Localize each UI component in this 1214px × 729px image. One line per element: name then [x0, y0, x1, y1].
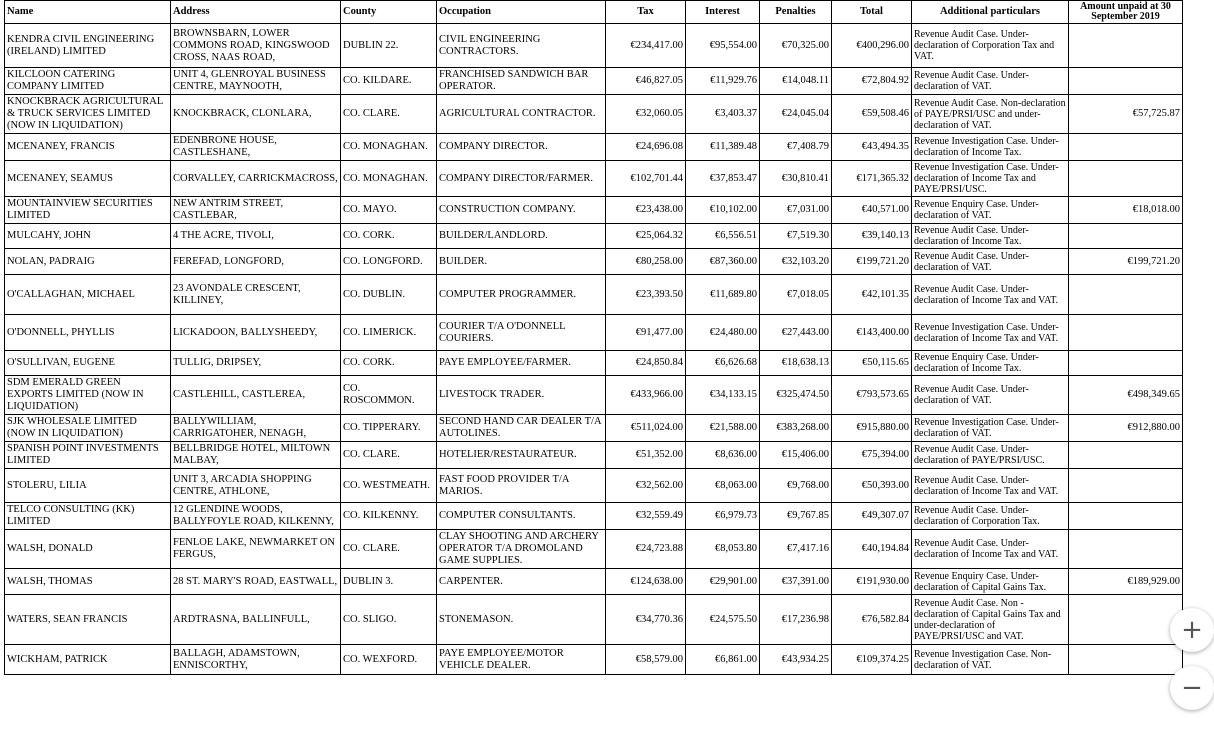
cell-occupation: BUILDER/LANDLORD.: [437, 224, 606, 249]
cell-additional: Revenue Audit Case. Non-declaration of PAYE/PRSI/USC and under-declaration of VAT.: [912, 95, 1069, 134]
cell-tax: €51,352.00: [606, 442, 686, 469]
cell-occupation: COMPANY DIRECTOR.: [437, 134, 606, 161]
table-row: [5, 95, 1183, 134]
table-row: [5, 275, 1183, 315]
cell-unpaid: [1069, 442, 1183, 469]
cell-occupation: FAST FOOD PROVIDER T/A MARIOS.: [437, 469, 606, 503]
cell-address: 23 AVONDALE CRESCENT, KILLINEY,: [171, 275, 341, 315]
cell-address: BALLAGH, ADAMSTOWN, ENNISCORTHY,: [171, 645, 341, 675]
cell-county: CO. DUBLIN.: [341, 275, 437, 315]
cell-tax: €24,850.84: [606, 351, 686, 376]
cell-name: KILCLOON CATERING COMPANY LIMITED: [5, 68, 171, 95]
cell-total: €49,307.07: [832, 503, 912, 530]
cell-name: KENDRA CIVIL ENGINEERING (IRELAND) LIMITED: [5, 24, 171, 68]
cell-additional: Revenue Audit Case. Under-declaration of VAT.: [912, 68, 1069, 95]
cell-tax: €32,559.49: [606, 503, 686, 530]
table-row: [5, 595, 1183, 645]
cell-total: €400,296.00: [832, 24, 912, 68]
cell-additional: Revenue Audit Case. Under-declaration of Income Tax and VAT.: [912, 530, 1069, 569]
cell-unpaid: [1069, 275, 1183, 315]
cell-tax: €91,477.00: [606, 315, 686, 351]
cell-additional: Revenue Enquiry Case. Under-declaration of Capital Gains Tax.: [912, 569, 1069, 595]
cell-address: UNIT 3, ARCADIA SHOPPING CENTRE, ATHLONE,: [171, 469, 341, 503]
cell-penalties: €18,638.13: [760, 351, 832, 376]
table-row: [5, 569, 1183, 595]
table-row: [5, 645, 1183, 675]
header-address: Address: [171, 1, 341, 24]
table-row: [5, 442, 1183, 469]
cell-tax: €46,827.05: [606, 68, 686, 95]
header-penalties: Penalties: [760, 1, 832, 24]
cell-occupation: COMPUTER PROGRAMMER.: [437, 275, 606, 315]
header-name: Name: [5, 1, 171, 24]
cell-penalties: €15,406.00: [760, 442, 832, 469]
cell-tax: €511,024.00: [606, 415, 686, 442]
cell-penalties: €24,045.04: [760, 95, 832, 134]
cell-tax: €24,723.88: [606, 530, 686, 569]
cell-unpaid: [1069, 68, 1183, 95]
cell-total: €191,930.00: [832, 569, 912, 595]
zoom-out-button[interactable]: [1170, 666, 1214, 710]
cell-additional: Revenue Audit Case. Under-declaration of Income Tax.: [912, 224, 1069, 249]
cell-name: STOLERU, LILIA: [5, 469, 171, 503]
cell-interest: €6,626.68: [686, 351, 760, 376]
plus-icon: +: [1181, 615, 1203, 645]
cell-county: DUBLIN 3.: [341, 569, 437, 595]
cell-county: CO. CLARE.: [341, 95, 437, 134]
cell-penalties: €9,767.85: [760, 503, 832, 530]
cell-occupation: COMPANY DIRECTOR/FARMER.: [437, 161, 606, 197]
table-row: [5, 161, 1183, 197]
cell-county: CO. LIMERICK.: [341, 315, 437, 351]
cell-penalties: €17,236.98: [760, 595, 832, 645]
cell-interest: €34,133.15: [686, 376, 760, 415]
header-unpaid: Amount unpaid at 30 September 2019: [1069, 1, 1183, 24]
cell-interest: €6,556.51: [686, 224, 760, 249]
cell-address: EDENBRONE HOUSE, CASTLESHANE,: [171, 134, 341, 161]
cell-unpaid: [1069, 530, 1183, 569]
cell-unpaid: [1069, 134, 1183, 161]
cell-additional: Revenue Investigation Case. Under-declaration of Income Tax and PAYE/PRSI/USC.: [912, 161, 1069, 197]
cell-county: CO. CLARE.: [341, 442, 437, 469]
cell-total: €40,571.00: [832, 197, 912, 224]
cell-total: €109,374.25: [832, 645, 912, 675]
cell-unpaid: [1069, 645, 1183, 675]
table-row: [5, 68, 1183, 95]
cell-additional: Revenue Audit Case. Under-declaration of Income Tax and VAT.: [912, 275, 1069, 315]
cell-occupation: PAYE EMPLOYEE/FARMER.: [437, 351, 606, 376]
cell-total: €793,573.65: [832, 376, 912, 415]
cell-interest: €11,929.76: [686, 68, 760, 95]
zoom-in-button[interactable]: [1170, 608, 1214, 652]
cell-name: O'SULLIVAN, EUGENE: [5, 351, 171, 376]
cell-occupation: SECOND HAND CAR DEALER T/A AUTOLINES.: [437, 415, 606, 442]
cell-interest: €29,901.00: [686, 569, 760, 595]
cell-additional: Revenue Investigation Case. Under-declaration of VAT.: [912, 415, 1069, 442]
cell-interest: €37,853.47: [686, 161, 760, 197]
header-occupation: Occupation: [437, 1, 606, 24]
cell-interest: €87,360.00: [686, 249, 760, 275]
cell-tax: €25,064.32: [606, 224, 686, 249]
cell-county: CO. CLARE.: [341, 530, 437, 569]
cell-address: LICKADOON, BALLYSHEEDY,: [171, 315, 341, 351]
cell-name: TELCO CONSULTING (KK) LIMITED: [5, 503, 171, 530]
cell-county: CO. KILDARE.: [341, 68, 437, 95]
cell-total: €43,494.35: [832, 134, 912, 161]
cell-tax: €32,060.05: [606, 95, 686, 134]
cell-name: WALSH, THOMAS: [5, 569, 171, 595]
cell-interest: €11,689.80: [686, 275, 760, 315]
cell-unpaid: [1069, 161, 1183, 197]
cell-penalties: €32,103.20: [760, 249, 832, 275]
cell-occupation: CLAY SHOOTING AND ARCHERY OPERATOR T/A DROMOLAND GAME SUPPLIES.: [437, 530, 606, 569]
cell-unpaid: [1069, 224, 1183, 249]
cell-county: DUBLIN 22.: [341, 24, 437, 68]
header-county: County: [341, 1, 437, 24]
cell-occupation: COMPUTER CONSULTANTS.: [437, 503, 606, 530]
cell-total: €75,394.00: [832, 442, 912, 469]
cell-unpaid: [1069, 595, 1183, 645]
cell-total: €39,140.13: [832, 224, 912, 249]
cell-unpaid: [1069, 469, 1183, 503]
cell-penalties: €30,810.41: [760, 161, 832, 197]
cell-name: MCENANEY, FRANCIS: [5, 134, 171, 161]
header-interest: Interest: [686, 1, 760, 24]
cell-county: CO. WESTMEATH.: [341, 469, 437, 503]
table-row: [5, 351, 1183, 376]
cell-unpaid: [1069, 24, 1183, 68]
cell-address: TULLIG, DRIPSEY,: [171, 351, 341, 376]
cell-county: CO. ROSCOMMON.: [341, 376, 437, 415]
defaulters-table: [4, 0, 1183, 675]
cell-additional: Revenue Audit Case. Under-declaration of Corporation Tax.: [912, 503, 1069, 530]
cell-total: €40,194.84: [832, 530, 912, 569]
cell-name: NOLAN, PADRAIG: [5, 249, 171, 275]
cell-address: KNOCKBRACK, CLONLARA,: [171, 95, 341, 134]
cell-address: BROWNSBARN, LOWER COMMONS ROAD, KINGSWOOD CROSS, NAAS ROAD,: [171, 24, 341, 68]
defaulters-table-container: [4, 0, 1182, 675]
cell-name: MULCAHY, JOHN: [5, 224, 171, 249]
cell-total: €50,115.65: [832, 351, 912, 376]
header-additional: Additional particulars: [912, 1, 1069, 24]
cell-address: CORVALLEY, CARRICKMACROSS,: [171, 161, 341, 197]
cell-county: CO. CORK.: [341, 224, 437, 249]
cell-county: CO. MONAGHAN.: [341, 161, 437, 197]
table-row: [5, 376, 1183, 415]
cell-tax: €58,579.00: [606, 645, 686, 675]
cell-address: BELLBRIDGE HOTEL, MILTOWN MALBAY,: [171, 442, 341, 469]
cell-address: FEREFAD, LONGFORD,: [171, 249, 341, 275]
cell-interest: €11,389.48: [686, 134, 760, 161]
cell-additional: Revenue Enquiry Case. Under-declaration of Income Tax.: [912, 351, 1069, 376]
cell-additional: Revenue Investigation Case. Under-declaration of Income Tax.: [912, 134, 1069, 161]
cell-total: €915,880.00: [832, 415, 912, 442]
cell-name: MCENANEY, SEAMUS: [5, 161, 171, 197]
cell-unpaid: [1069, 351, 1183, 376]
cell-tax: €23,438.00: [606, 197, 686, 224]
cell-interest: €6,861.00: [686, 645, 760, 675]
table-row: [5, 503, 1183, 530]
cell-interest: €95,554.00: [686, 24, 760, 68]
cell-penalties: €7,018.05: [760, 275, 832, 315]
table-row: [5, 530, 1183, 569]
cell-interest: €24,575.50: [686, 595, 760, 645]
cell-additional: Revenue Audit Case. Under-declaration of Income Tax and VAT.: [912, 469, 1069, 503]
cell-tax: €34,770.36: [606, 595, 686, 645]
cell-total: €42,101.35: [832, 275, 912, 315]
cell-penalties: €7,031.00: [760, 197, 832, 224]
cell-name: O'DONNELL, PHYLLIS: [5, 315, 171, 351]
cell-total: €76,582.84: [832, 595, 912, 645]
cell-penalties: €70,325.00: [760, 24, 832, 68]
cell-total: €143,400.00: [832, 315, 912, 351]
header-tax: Tax: [606, 1, 686, 24]
cell-name: SPANISH POINT INVESTMENTS LIMITED: [5, 442, 171, 469]
cell-penalties: €43,934.25: [760, 645, 832, 675]
cell-penalties: €383,268.00: [760, 415, 832, 442]
table-body: [5, 24, 1183, 675]
cell-tax: €102,701.44: [606, 161, 686, 197]
cell-occupation: PAYE EMPLOYEE/MOTOR VEHICLE DEALER.: [437, 645, 606, 675]
cell-unpaid: €18,018.00: [1069, 197, 1183, 224]
cell-name: MOUNTAINVIEW SECURITIES LIMITED: [5, 197, 171, 224]
cell-additional: Revenue Audit Case. Under-declaration of PAYE/PRSI/USC.: [912, 442, 1069, 469]
cell-address: 28 ST. MARY'S ROAD, EASTWALL,: [171, 569, 341, 595]
cell-county: CO. KILKENNY.: [341, 503, 437, 530]
cell-occupation: STONEMASON.: [437, 595, 606, 645]
cell-interest: €10,102.00: [686, 197, 760, 224]
cell-penalties: €7,519.30: [760, 224, 832, 249]
cell-total: €72,804.92: [832, 68, 912, 95]
table-row: [5, 24, 1183, 68]
cell-unpaid: €199,721.20: [1069, 249, 1183, 275]
cell-interest: €8,636.00: [686, 442, 760, 469]
cell-interest: €21,588.00: [686, 415, 760, 442]
cell-tax: €80,258.00: [606, 249, 686, 275]
cell-occupation: COURIER T/A O'DONNELL COURIERS.: [437, 315, 606, 351]
cell-name: WATERS, SEAN FRANCIS: [5, 595, 171, 645]
table-row: [5, 224, 1183, 249]
cell-address: BALLYWILLIAM, CARRIGATOHER, NENAGH,: [171, 415, 341, 442]
cell-additional: Revenue Audit Case. Under-declaration of VAT.: [912, 249, 1069, 275]
cell-unpaid: €57,725.87: [1069, 95, 1183, 134]
cell-occupation: CARPENTER.: [437, 569, 606, 595]
cell-additional: Revenue Audit Case. Under-declaration of VAT.: [912, 376, 1069, 415]
cell-additional: Revenue Enquiry Case. Under-declaration of VAT.: [912, 197, 1069, 224]
cell-county: CO. MAYO.: [341, 197, 437, 224]
cell-total: €171,365.32: [832, 161, 912, 197]
table-row: [5, 415, 1183, 442]
cell-interest: €24,480.00: [686, 315, 760, 351]
cell-unpaid: [1069, 315, 1183, 351]
cell-tax: €24,696.08: [606, 134, 686, 161]
cell-total: €59,508.46: [832, 95, 912, 134]
cell-county: CO. SLIGO.: [341, 595, 437, 645]
cell-interest: €8,063.00: [686, 469, 760, 503]
cell-interest: €8,053.80: [686, 530, 760, 569]
table-row: [5, 315, 1183, 351]
cell-name: O'CALLAGHAN, MICHAEL: [5, 275, 171, 315]
cell-address: ARDTRASNA, BALLINFULL,: [171, 595, 341, 645]
cell-name: WICKHAM, PATRICK: [5, 645, 171, 675]
cell-interest: €3,403.37: [686, 95, 760, 134]
cell-unpaid: €498,349.65: [1069, 376, 1183, 415]
cell-penalties: €37,391.00: [760, 569, 832, 595]
cell-county: CO. WEXFORD.: [341, 645, 437, 675]
cell-additional: Revenue Audit Case. Under-declaration of Corporation Tax and VAT.: [912, 24, 1069, 68]
cell-penalties: €9,768.00: [760, 469, 832, 503]
cell-address: CASTLEHILL, CASTLEREA,: [171, 376, 341, 415]
cell-occupation: BUILDER.: [437, 249, 606, 275]
minus-icon: −: [1181, 673, 1203, 703]
cell-county: CO. TIPPERARY.: [341, 415, 437, 442]
cell-interest: €6,979.73: [686, 503, 760, 530]
cell-total: €199,721.20: [832, 249, 912, 275]
table-row: [5, 249, 1183, 275]
cell-total: €50,393.00: [832, 469, 912, 503]
cell-occupation: AGRICULTURAL CONTRACTOR.: [437, 95, 606, 134]
cell-name: SDM EMERALD GREEN EXPORTS LIMITED (NOW IN LIQUIDATION): [5, 376, 171, 415]
cell-name: WALSH, DONALD: [5, 530, 171, 569]
table-row: [5, 134, 1183, 161]
cell-county: CO. MONAGHAN.: [341, 134, 437, 161]
cell-name: SJK WHOLESALE LIMITED (NOW IN LIQUIDATION): [5, 415, 171, 442]
cell-unpaid: [1069, 503, 1183, 530]
table-row: [5, 197, 1183, 224]
cell-tax: €23,393.50: [606, 275, 686, 315]
cell-penalties: €27,443.00: [760, 315, 832, 351]
cell-unpaid: €912,880.00: [1069, 415, 1183, 442]
cell-occupation: CONSTRUCTION COMPANY.: [437, 197, 606, 224]
cell-penalties: €325,474.50: [760, 376, 832, 415]
table-row: [5, 469, 1183, 503]
header-row: [5, 1, 1183, 24]
cell-additional: Revenue Investigation Case. Non-declaration of VAT.: [912, 645, 1069, 675]
cell-penalties: €7,408.79: [760, 134, 832, 161]
cell-occupation: CIVIL ENGINEERING CONTRACTORS.: [437, 24, 606, 68]
header-total: Total: [832, 1, 912, 24]
cell-penalties: €7,417.16: [760, 530, 832, 569]
cell-tax: €124,638.00: [606, 569, 686, 595]
cell-penalties: €14,048.11: [760, 68, 832, 95]
cell-occupation: LIVESTOCK TRADER.: [437, 376, 606, 415]
cell-tax: €433,966.00: [606, 376, 686, 415]
cell-occupation: FRANCHISED SANDWICH BAR OPERATOR.: [437, 68, 606, 95]
cell-address: FENLOE LAKE, NEWMARKET ON FERGUS,: [171, 530, 341, 569]
cell-county: CO. CORK.: [341, 351, 437, 376]
cell-address: 4 THE ACRE, TIVOLI,: [171, 224, 341, 249]
cell-address: UNIT 4, GLENROYAL BUSINESS CENTRE, MAYNOOTH,: [171, 68, 341, 95]
cell-address: 12 GLENDINE WOODS, BALLYFOYLE ROAD, KILKENNY,: [171, 503, 341, 530]
cell-tax: €32,562.00: [606, 469, 686, 503]
cell-unpaid: €189,929.00: [1069, 569, 1183, 595]
cell-additional: Revenue Investigation Case. Under-declaration of Income Tax and VAT.: [912, 315, 1069, 351]
cell-additional: Revenue Audit Case. Non - declaration of Capital Gains Tax and under-declaration of PAYE/PRSI/USC and VAT.: [912, 595, 1069, 645]
cell-address: NEW ANTRIM STREET, CASTLEBAR,: [171, 197, 341, 224]
cell-county: CO. LONGFORD.: [341, 249, 437, 275]
cell-tax: €234,417.00: [606, 24, 686, 68]
cell-occupation: HOTELIER/RESTAURATEUR.: [437, 442, 606, 469]
cell-name: KNOCKBRACK AGRICULTURAL & TRUCK SERVICES LIMITED (NOW IN LIQUIDATION): [5, 95, 171, 134]
